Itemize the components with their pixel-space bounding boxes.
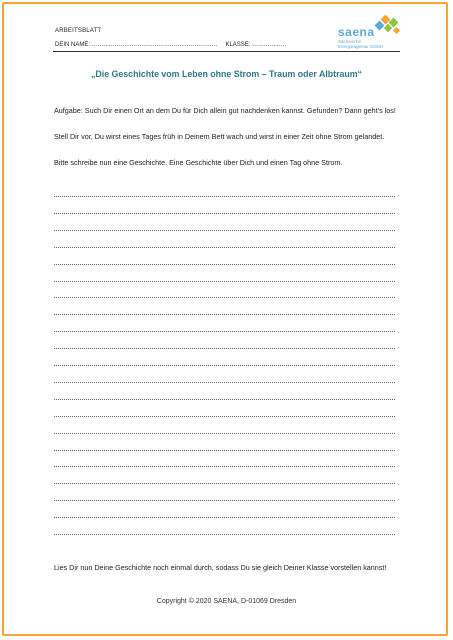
writing-line[interactable] — [54, 500, 395, 501]
writing-line[interactable] — [54, 433, 395, 434]
logo-subline-2: Energieagentur GmbH — [338, 44, 384, 49]
writing-line[interactable] — [54, 399, 395, 400]
saena-logo — [334, 15, 404, 51]
page-border — [2, 2, 448, 636]
logo-wordmark: saena — [338, 25, 375, 39]
writing-line[interactable] — [54, 450, 395, 451]
page-title: „Die Geschichte vom Leben ohne Strom – Traum oder Albtraum“ — [91, 69, 362, 79]
writing-line[interactable] — [54, 264, 395, 265]
writing-line[interactable] — [54, 517, 395, 518]
name-field[interactable]: ………………………………………………………… — [91, 42, 218, 48]
logo-subline-1: Sächsische — [338, 39, 362, 44]
closing-paragraph: Lies Dir nun Deine Geschichte noch einmal durch, sodass Du sie gleich Deiner Klasse vorstellen kannst! — [54, 563, 387, 572]
writing-line[interactable] — [54, 416, 395, 417]
name-class-row — [55, 42, 286, 48]
writing-line[interactable] — [54, 534, 395, 535]
writing-line[interactable] — [54, 196, 395, 197]
instruction-paragraph: Bitte schreibe nun eine Geschichte. Eine Geschichte über Dich und einen Tag ohne Strom. — [54, 158, 343, 167]
worksheet-label: ARBEITSBLATT — [55, 28, 102, 34]
writing-line[interactable] — [54, 331, 395, 332]
writing-line[interactable] — [54, 466, 395, 467]
class-label: KLASSE: — [225, 42, 251, 48]
writing-line[interactable] — [54, 382, 395, 383]
writing-line[interactable] — [54, 247, 395, 248]
name-label: DEIN NAME: — [55, 42, 91, 48]
writing-line[interactable] — [54, 281, 395, 282]
copyright-footer: Copyright © 2020 SAENA, D-01069 Dresden — [156, 598, 297, 605]
header-divider — [53, 51, 400, 52]
writing-line[interactable] — [54, 483, 395, 484]
imagine-paragraph: Stell Dir vor, Du wirst eines Tages früh in Deinem Bett wach und wirst in einer Zeit ohne Strom gelandet. — [54, 132, 385, 141]
writing-line[interactable] — [54, 230, 395, 231]
writing-line[interactable] — [54, 213, 395, 214]
writing-line[interactable] — [54, 297, 395, 298]
writing-line[interactable] — [54, 365, 395, 366]
writing-line[interactable] — [54, 314, 395, 315]
task-paragraph: Aufgabe: Such Dir einen Ort an dem Du für Dich allein gut nachdenken kannst. Gefunden? Dann geht’s los! — [54, 106, 396, 115]
writing-line[interactable] — [54, 348, 395, 349]
class-field[interactable]: ……………… — [252, 42, 287, 48]
